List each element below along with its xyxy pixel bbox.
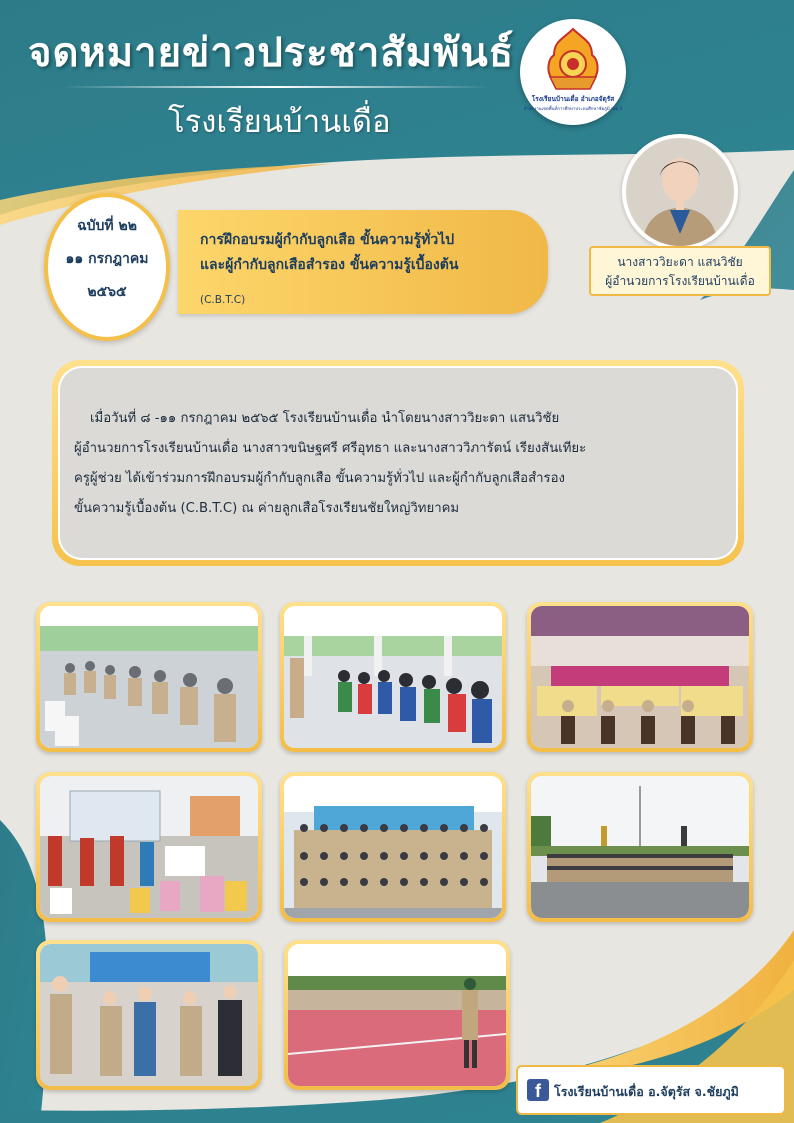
facebook-page-name: โรงเรียนบ้านเดื่อ อ.จัตุรัส จ.ชัยภูมิ <box>554 1084 739 1099</box>
issue-badge <box>44 193 170 341</box>
activity-photo-6 <box>527 772 753 922</box>
news-body-frame <box>52 360 744 566</box>
activity-photo-2 <box>280 602 506 752</box>
issue-number: ฉบับที่ ๒๒ <box>77 218 137 234</box>
title-divider <box>60 86 490 88</box>
school-emblem <box>520 19 626 125</box>
school-name: โรงเรียนบ้านเดื่อ <box>168 104 391 140</box>
director-position: ผู้อำนวยการโรงเรียนบ้านเดื่อ <box>605 274 755 288</box>
activity-photo-3 <box>527 602 753 752</box>
headline-text <box>200 228 458 278</box>
activity-photo-5 <box>280 772 506 922</box>
director-name: นางสาววิยะดา แสนวิชัย <box>617 255 743 269</box>
emblem-text-bottom: สำนักงานเขตพื้นที่การศึกษาประถมศึกษาชัยภูมิ เขต 3 <box>523 107 623 112</box>
newsletter-title: จดหมายข่าวประชาสัมพันธ์ <box>28 29 515 76</box>
headline-code: (C.B.T.C) <box>200 294 246 306</box>
activity-photo-8 <box>284 940 510 1090</box>
news-body <box>58 366 738 560</box>
headline-line-1: การฝึกอบรมผู้กำกับลูกเสือ ขั้นความรู้ทั่วไป <box>200 232 455 248</box>
body-line-3: ครูผู้ช่วย ได้เข้าร่วมการฝึกอบรมผู้กำกับลูกเสือ ขั้นความรู้ทั่วไป และผู้กำกับลูกเสือสำรอง <box>74 471 565 486</box>
headline-line-2: และผู้กำกับลูกเสือสำรอง ขั้นความรู้เบื้องต้น <box>200 257 459 273</box>
activity-photo-7 <box>36 940 262 1090</box>
emblem-text-top: โรงเรียนบ้านเดื่อ อำเภอจัตุรัส <box>531 95 615 103</box>
activity-photo-4 <box>36 772 262 922</box>
body-line-4: ขั้นความรู้เบื้องต้น (C.B.T.C) ณ ค่ายลูกเสือโรงเรียนชัยใหญ่วิทยาคม <box>74 501 460 516</box>
school-emblem-icon <box>520 19 626 125</box>
issue-year: ๒๕๖๕ <box>87 284 127 300</box>
facebook-page-badge[interactable] <box>516 1065 786 1115</box>
body-line-2: ผู้อำนวยการโรงเรียนบ้านเดื่อ นางสาวขนิษฐศรี ศรีอุทธา และนางสาววิภารัตน์ เรียงสันเทียะ <box>74 441 587 456</box>
facebook-icon: f <box>527 1079 549 1101</box>
headline-banner <box>178 210 548 314</box>
body-line-1: เมื่อวันที่ ๘ -๑๑ กรกฎาคม ๒๕๖๕ โรงเรียนบ้านเดื่อ นำโดยนางสาววิยะดา แสนวิชัย <box>90 411 560 426</box>
director-name-box <box>589 246 771 296</box>
director-photo <box>622 134 738 250</box>
activity-photo-1 <box>36 602 262 752</box>
issue-date: ๑๑ กรกฎาคม <box>65 251 149 267</box>
